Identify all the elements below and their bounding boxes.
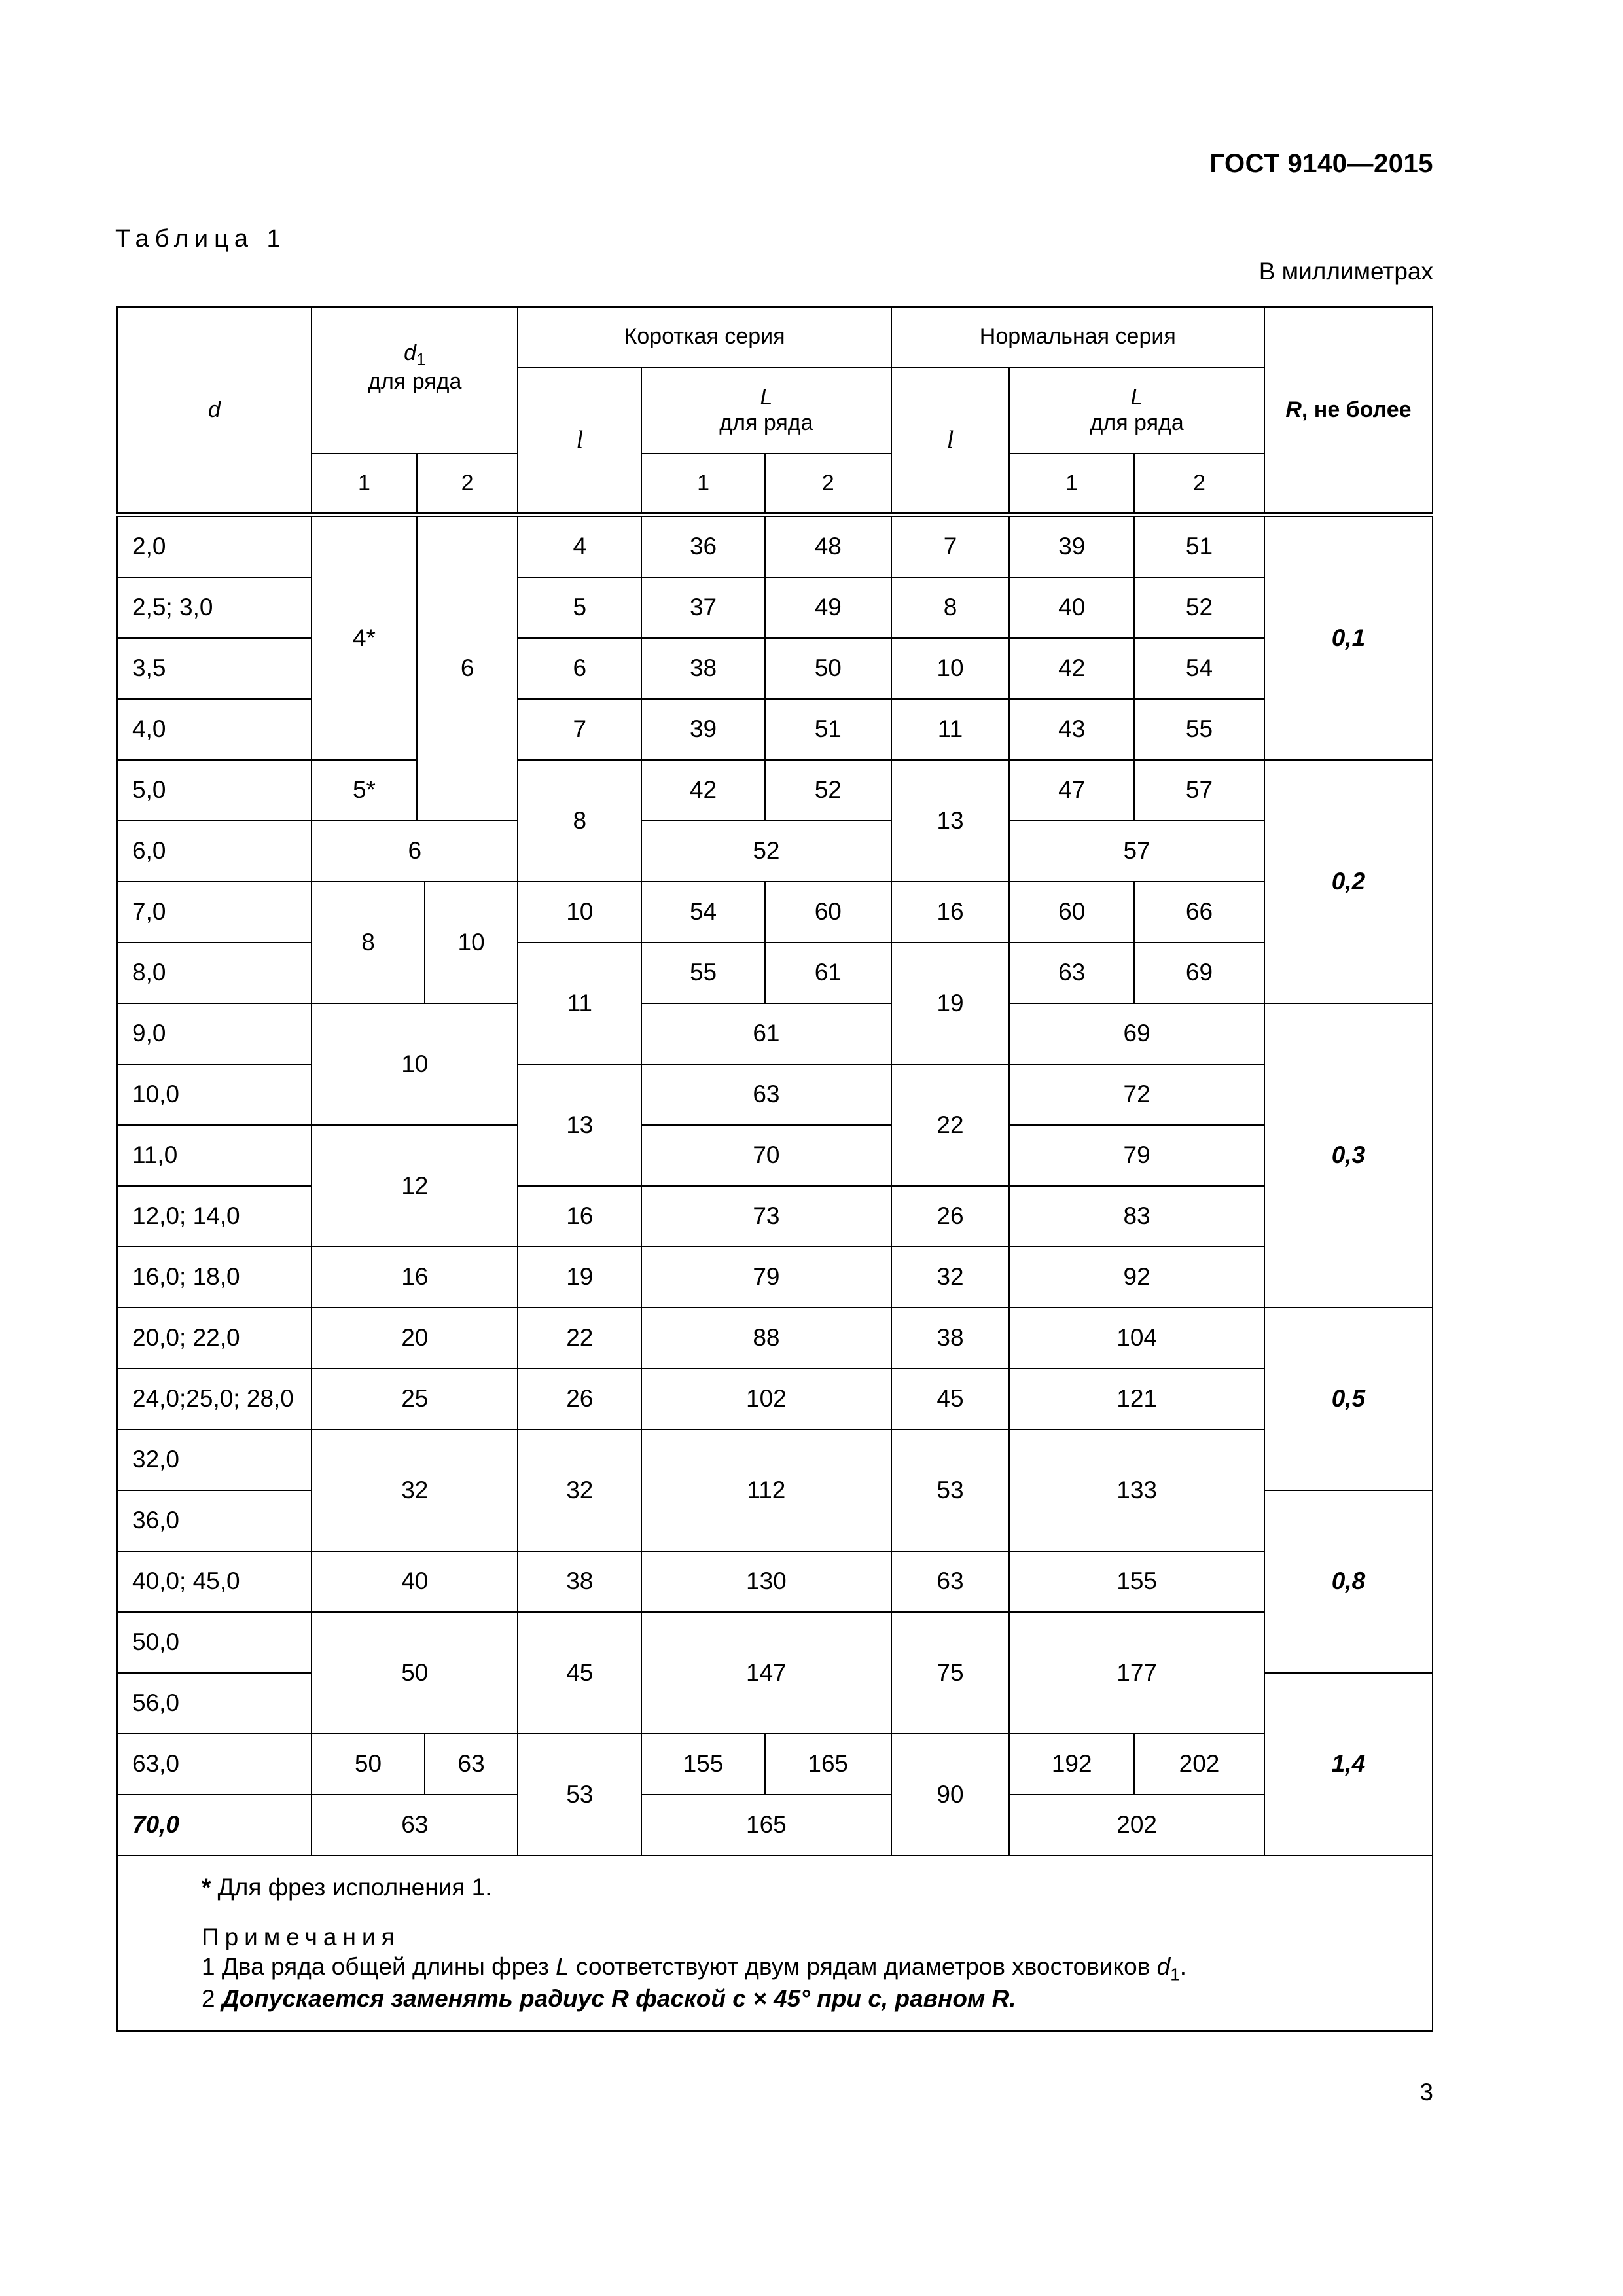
cell-normal-l: 38 bbox=[891, 1308, 1010, 1369]
cell-normal-L2: 54 bbox=[1134, 638, 1264, 699]
cell-d: 2,5; 3,0 bbox=[117, 577, 312, 638]
note-1-L: L bbox=[556, 1952, 569, 1980]
cell-d1: 40 bbox=[312, 1551, 518, 1612]
cell-short-L2: 60 bbox=[765, 882, 891, 942]
note-2 bbox=[202, 1984, 1432, 2013]
cell-d1-row1: 8 bbox=[312, 882, 425, 1003]
cell-d: 8,0 bbox=[117, 942, 312, 1003]
cell-short-l: 7 bbox=[518, 699, 641, 760]
cell-short-L: 88 bbox=[641, 1308, 891, 1369]
cell-normal-L1: 42 bbox=[1009, 638, 1134, 699]
cell-short-l: 45 bbox=[518, 1612, 641, 1734]
cell-normal-L: 72 bbox=[1009, 1064, 1264, 1125]
cell-d1-row2: 10 bbox=[425, 882, 518, 1003]
cell-normal-l: 75 bbox=[891, 1612, 1010, 1734]
cell-normal-L1: 192 bbox=[1009, 1734, 1134, 1795]
cell-d: 16,0; 18,0 bbox=[117, 1247, 312, 1308]
header-short-L-row-1: 1 bbox=[641, 454, 765, 515]
table-row bbox=[117, 1125, 1433, 1186]
cell-short-L2: 51 bbox=[765, 699, 891, 760]
footnote-text: Для фрез исполнения 1. bbox=[211, 1874, 492, 1901]
cell-short-L: 165 bbox=[641, 1795, 891, 1856]
header-short-L bbox=[641, 367, 891, 454]
cell-short-l: 26 bbox=[518, 1369, 641, 1429]
cell-short-L2: 165 bbox=[765, 1734, 891, 1795]
note-1-sub: 1 bbox=[1170, 1964, 1180, 1984]
header-normal-L-for-row: для ряда bbox=[1090, 410, 1184, 435]
cell-d: 7,0 bbox=[117, 882, 312, 942]
cell-d1-row1: 50 bbox=[312, 1734, 425, 1795]
footnote bbox=[202, 1873, 1432, 1902]
cell-normal-L2: 52 bbox=[1134, 577, 1264, 638]
cell-d: 11,0 bbox=[117, 1125, 312, 1186]
cell-d: 20,0; 22,0 bbox=[117, 1308, 312, 1369]
cell-normal-L: 92 bbox=[1009, 1247, 1264, 1308]
header-r-symbol: R bbox=[1285, 397, 1302, 422]
cell-normal-l: 22 bbox=[891, 1064, 1010, 1186]
cell-short-l: 8 bbox=[518, 760, 641, 882]
cell-d: 3,5 bbox=[117, 638, 312, 699]
cell-normal-L2: 55 bbox=[1134, 699, 1264, 760]
cell-short-l: 13 bbox=[518, 1064, 641, 1186]
cell-d: 32,0 bbox=[117, 1429, 312, 1490]
cell-d: 36,0 bbox=[117, 1490, 312, 1551]
cell-short-L1: 42 bbox=[641, 760, 765, 821]
cell-short-L: 79 bbox=[641, 1247, 891, 1308]
standard-code: ГОСТ 9140—2015 bbox=[1209, 149, 1433, 178]
table-row bbox=[117, 1247, 1433, 1308]
cell-normal-L: 133 bbox=[1009, 1429, 1264, 1551]
table-row bbox=[117, 821, 1433, 882]
header-r bbox=[1264, 307, 1433, 515]
table-row bbox=[117, 1612, 1433, 1673]
cell-short-l: 5 bbox=[518, 577, 641, 638]
header-short-l-symbol: l bbox=[576, 425, 584, 454]
header-d1-row-2: 2 bbox=[417, 454, 518, 515]
header-r-text: , не более bbox=[1301, 397, 1412, 422]
note-1 bbox=[202, 1952, 1432, 1985]
cell-d: 70,0 bbox=[117, 1795, 312, 1856]
cell-short-l: 11 bbox=[518, 942, 641, 1064]
cell-short-l: 6 bbox=[518, 638, 641, 699]
cell-short-L1: 37 bbox=[641, 577, 765, 638]
cell-d1: 25 bbox=[312, 1369, 518, 1429]
dimensions-table bbox=[116, 306, 1433, 2032]
cell-short-l: 53 bbox=[518, 1734, 641, 1856]
page-number: 3 bbox=[1419, 2079, 1433, 2106]
cell-normal-l: 7 bbox=[891, 515, 1010, 578]
header-normal-series: Нормальная серия bbox=[891, 307, 1264, 367]
cell-short-L: 147 bbox=[641, 1612, 891, 1734]
cell-d: 12,0; 14,0 bbox=[117, 1186, 312, 1247]
cell-short-L1: 54 bbox=[641, 882, 765, 942]
cell-normal-l: 53 bbox=[891, 1429, 1010, 1551]
cell-short-L2: 48 bbox=[765, 515, 891, 578]
note-1-d: d bbox=[1156, 1952, 1171, 1980]
note-2-number: 2 bbox=[202, 1985, 222, 2013]
cell-short-L1: 38 bbox=[641, 638, 765, 699]
table-row bbox=[117, 882, 1433, 942]
cell-short-L: 61 bbox=[641, 1003, 891, 1064]
cell-normal-L1: 43 bbox=[1009, 699, 1134, 760]
cell-normal-L: 104 bbox=[1009, 1308, 1264, 1369]
header-short-series: Короткая серия bbox=[518, 307, 891, 367]
cell-short-L: 130 bbox=[641, 1551, 891, 1612]
cell-short-L: 112 bbox=[641, 1429, 891, 1551]
header-short-L-row-2: 2 bbox=[765, 454, 891, 515]
cell-d: 5,0 bbox=[117, 760, 312, 821]
cell-d: 40,0; 45,0 bbox=[117, 1551, 312, 1612]
cell-normal-l: 90 bbox=[891, 1734, 1010, 1856]
cell-normal-L2: 57 bbox=[1134, 760, 1264, 821]
cell-normal-L: 155 bbox=[1009, 1551, 1264, 1612]
table-row bbox=[117, 1003, 1433, 1064]
cell-normal-L2: 66 bbox=[1134, 882, 1264, 942]
table-row bbox=[117, 1795, 1433, 1856]
cell-normal-L1: 47 bbox=[1009, 760, 1134, 821]
cell-short-L1: 155 bbox=[641, 1734, 765, 1795]
cell-short-L2: 52 bbox=[765, 760, 891, 821]
cell-normal-l: 32 bbox=[891, 1247, 1010, 1308]
cell-normal-L: 83 bbox=[1009, 1186, 1264, 1247]
cell-short-L1: 36 bbox=[641, 515, 765, 578]
header-normal-l bbox=[891, 367, 1010, 515]
note-1-text-a: 1 Два ряда общей длины фрез bbox=[202, 1952, 556, 1980]
table-row bbox=[117, 760, 1433, 821]
table-row bbox=[117, 1308, 1433, 1369]
cell-d1: 32 bbox=[312, 1429, 518, 1551]
header-normal-L-symbol: L bbox=[1130, 384, 1143, 410]
cell-normal-L: 177 bbox=[1009, 1612, 1264, 1734]
cell-r: 0,3 bbox=[1264, 1003, 1433, 1308]
cell-d1: 12 bbox=[312, 1125, 518, 1247]
cell-normal-L: 202 bbox=[1009, 1795, 1264, 1856]
note-1-text-b: соответствуют двум рядам диаметров хвостовиков bbox=[569, 1952, 1157, 1980]
cell-d1: 10 bbox=[312, 1003, 518, 1125]
cell-short-L2: 50 bbox=[765, 638, 891, 699]
cell-short-L: 102 bbox=[641, 1369, 891, 1429]
header-d1-row-1: 1 bbox=[312, 454, 417, 515]
header-normal-L-row-2: 2 bbox=[1134, 454, 1264, 515]
cell-short-L: 70 bbox=[641, 1125, 891, 1186]
header-normal-L-row-1: 1 bbox=[1009, 454, 1134, 515]
cell-d1: 6 bbox=[312, 821, 518, 882]
cell-normal-l: 11 bbox=[891, 699, 1010, 760]
cell-r: 0,1 bbox=[1264, 515, 1433, 761]
cell-d1-row1: 5* bbox=[312, 760, 417, 821]
cell-d1-row2: 6 bbox=[417, 515, 518, 821]
cell-d1: 63 bbox=[312, 1795, 518, 1856]
notes-heading: Примечания bbox=[202, 1924, 401, 1951]
cell-d: 56,0 bbox=[117, 1673, 312, 1734]
cell-short-l: 22 bbox=[518, 1308, 641, 1369]
cell-normal-l: 45 bbox=[891, 1369, 1010, 1429]
footnote-mark: * bbox=[202, 1874, 211, 1901]
table-row bbox=[117, 1551, 1433, 1612]
cell-short-L: 52 bbox=[641, 821, 891, 882]
cell-normal-L1: 60 bbox=[1009, 882, 1134, 942]
cell-normal-L: 79 bbox=[1009, 1125, 1264, 1186]
cell-short-L: 63 bbox=[641, 1064, 891, 1125]
cell-normal-l: 8 bbox=[891, 577, 1010, 638]
cell-short-l: 38 bbox=[518, 1551, 641, 1612]
cell-normal-L1: 40 bbox=[1009, 577, 1134, 638]
cell-normal-L: 69 bbox=[1009, 1003, 1264, 1064]
cell-d: 10,0 bbox=[117, 1064, 312, 1125]
cell-short-L: 73 bbox=[641, 1186, 891, 1247]
cell-r: 0,8 bbox=[1264, 1490, 1433, 1673]
note-1-end: . bbox=[1179, 1952, 1186, 1980]
header-short-L-for-row: для ряда bbox=[719, 410, 813, 435]
cell-normal-l: 13 bbox=[891, 760, 1010, 882]
cell-short-L2: 61 bbox=[765, 942, 891, 1003]
cell-short-L1: 39 bbox=[641, 699, 765, 760]
cell-r: 1,4 bbox=[1264, 1673, 1433, 1856]
cell-normal-l: 63 bbox=[891, 1551, 1010, 1612]
cell-normal-l: 26 bbox=[891, 1186, 1010, 1247]
header-normal-L bbox=[1009, 367, 1264, 454]
header-d1-for-row: для ряда bbox=[368, 369, 462, 395]
cell-r: 0,5 bbox=[1264, 1308, 1433, 1490]
cell-short-l: 32 bbox=[518, 1429, 641, 1551]
cell-normal-L2: 202 bbox=[1134, 1734, 1264, 1795]
cell-d1-row1: 4* bbox=[312, 515, 417, 761]
header-d1-sub: 1 bbox=[416, 349, 426, 369]
cell-d1-row2: 63 bbox=[425, 1734, 518, 1795]
cell-normal-L2: 51 bbox=[1134, 515, 1264, 578]
cell-normal-l: 10 bbox=[891, 638, 1010, 699]
cell-normal-l: 19 bbox=[891, 942, 1010, 1064]
cell-d: 50,0 bbox=[117, 1612, 312, 1673]
header-d1-symbol: d bbox=[404, 340, 417, 365]
header-short-l bbox=[518, 367, 641, 515]
cell-d: 4,0 bbox=[117, 699, 312, 760]
cell-d1: 16 bbox=[312, 1247, 518, 1308]
cell-short-l: 10 bbox=[518, 882, 641, 942]
cell-d: 9,0 bbox=[117, 1003, 312, 1064]
cell-normal-L: 57 bbox=[1009, 821, 1264, 882]
cell-normal-L1: 39 bbox=[1009, 515, 1134, 578]
header-d1 bbox=[312, 307, 518, 454]
note-2-text: Допускается заменять радиус R фаской c × 45° при c, равном R. bbox=[221, 1985, 1016, 2013]
cell-d: 2,0 bbox=[117, 515, 312, 578]
cell-short-l: 16 bbox=[518, 1186, 641, 1247]
cell-r: 0,2 bbox=[1264, 760, 1433, 1003]
cell-d: 6,0 bbox=[117, 821, 312, 882]
cell-normal-L: 121 bbox=[1009, 1369, 1264, 1429]
cell-d: 63,0 bbox=[117, 1734, 312, 1795]
cell-normal-L2: 69 bbox=[1134, 942, 1264, 1003]
table-row bbox=[117, 1734, 1433, 1795]
cell-normal-l: 16 bbox=[891, 882, 1010, 942]
cell-short-L1: 55 bbox=[641, 942, 765, 1003]
table-row bbox=[117, 1369, 1433, 1429]
cell-short-l: 4 bbox=[518, 515, 641, 578]
cell-normal-L1: 63 bbox=[1009, 942, 1134, 1003]
table-caption: Таблица 1 bbox=[115, 225, 287, 253]
units-note: В миллиметрах bbox=[1258, 258, 1433, 285]
table-row bbox=[117, 515, 1433, 578]
cell-short-L2: 49 bbox=[765, 577, 891, 638]
header-short-L-symbol: L bbox=[760, 384, 773, 410]
table-row bbox=[117, 1429, 1433, 1490]
table-notes bbox=[117, 1856, 1433, 2031]
header-d: d bbox=[117, 307, 312, 515]
cell-short-l: 19 bbox=[518, 1247, 641, 1308]
header-normal-l-symbol: l bbox=[946, 425, 954, 454]
cell-d1: 50 bbox=[312, 1612, 518, 1734]
cell-d: 24,0;25,0; 28,0 bbox=[117, 1369, 312, 1429]
cell-d1: 20 bbox=[312, 1308, 518, 1369]
